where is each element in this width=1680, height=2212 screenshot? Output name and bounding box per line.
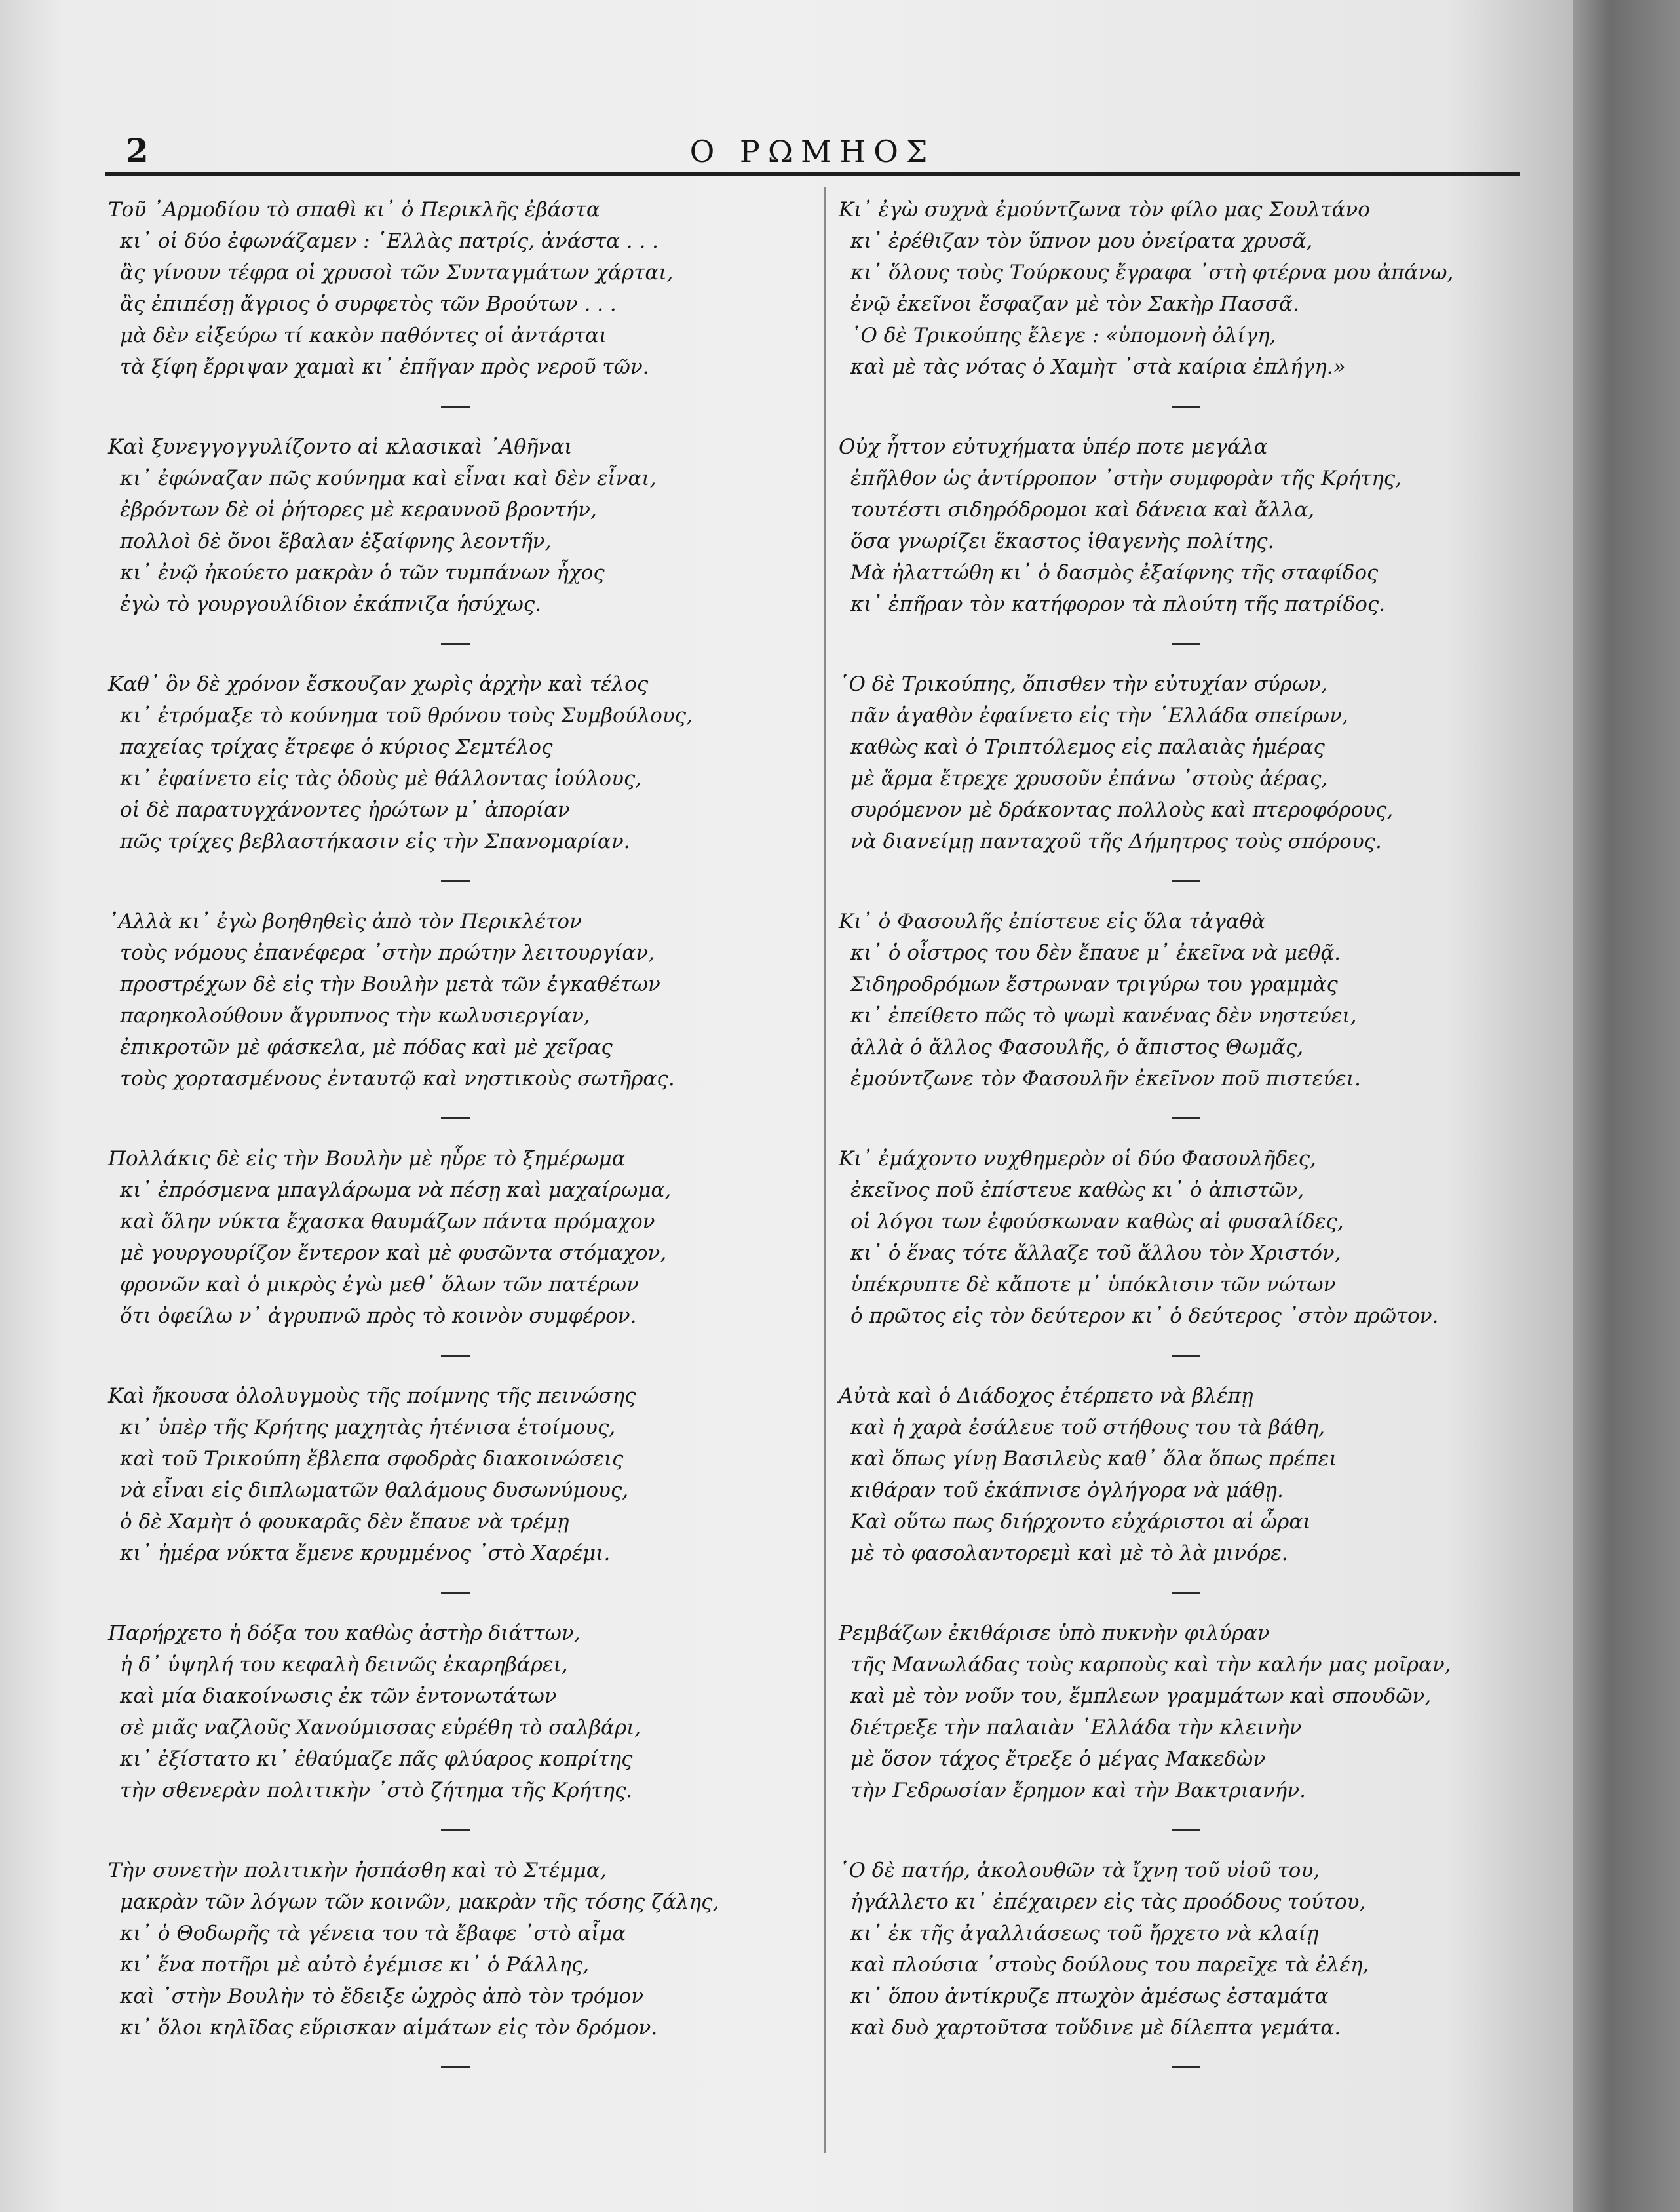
verse-line: ὅσα γνωρίζει ἕκαστος ἰθαγενὴς πολίτης.: [850, 530, 1274, 553]
verse-line: Ρεμβάζων ἐκιθάρισε ὑπὸ πυκνὴν φιλύραν: [839, 1621, 1270, 1645]
verse-line: μὲ ὅσον τάχος ἔτρεξε ὁ μέγας Μακεδὼν: [850, 1747, 1266, 1771]
verse-line: ἀλλὰ ὁ ἄλλος Φασουλῆς, ὁ ἄπιστος Θωμᾶς,: [850, 1036, 1304, 1059]
verse-line: προστρέχων δὲ εἰς τὴν Βουλὴν μετὰ τῶν ἐγκαθέτων: [120, 973, 660, 996]
verse-line: καὶ μία διακοίνωσις ἐκ τῶν ἐντονωτάτων: [120, 1684, 557, 1708]
verse-line: τὰ ξίφη ἔρριψαν χαμαὶ κι᾿ ἐπῆγαν πρὸς νεροῦ τῶν.: [120, 355, 649, 379]
verse-line: καὶ ὅλην νύκτα ἔχασκα θαυμάζων πάντα πρόμαχον: [120, 1210, 655, 1233]
stanza-separator: [108, 1332, 763, 1380]
verse-line: κι᾿ ἐπρόσμενα μπαγλάρωμα νὰ πέσῃ καὶ μαχαίρωμα,: [120, 1178, 672, 1202]
verse-line: καὶ πλούσια ᾿στοὺς δούλους του παρεῖχε τὰ ἐλέη,: [850, 1953, 1369, 1977]
stanza-separator: [839, 383, 1527, 431]
verse-line: καὶ δυὸ χαρτοῦτσα τοὔδινε μὲ δίλεπτα γεμάτα.: [850, 2016, 1341, 2040]
stanza-separator: [839, 1332, 1527, 1380]
page-number: 2: [126, 131, 149, 170]
verse-line: καὶ τοῦ Τρικούπη ἔβλεπα σφοδρὰς διακοινώσεις: [120, 1447, 624, 1471]
stanza-separator: [108, 1806, 763, 1855]
verse-line: τοὺς χορτασμένους ἐνταυτῷ καὶ νηστικοὺς σωτῆρας.: [120, 1067, 675, 1091]
verse-line: Καθ᾿ ὃν δὲ χρόνον ἔσκουζαν χωρὶς ἀρχὴν καὶ τέλος: [108, 672, 649, 696]
header-rule: [105, 172, 1520, 176]
verse-line: ἐκεῖνος ποῦ ἐπίστευε καθὼς κι᾿ ὁ ἀπιστῶν,: [850, 1178, 1305, 1202]
page-header: [105, 131, 1520, 177]
poem-stanza: [108, 1143, 763, 1332]
verse-line: σὲ μιᾶς ναζλοῦς Χανούμισσας εὑρέθη τὸ σαλβάρι,: [120, 1716, 641, 1739]
stanza-separator: [839, 1806, 1527, 1855]
verse-line: Καὶ οὕτω πως διήρχοντο εὐχάριστοι αἱ ὧραι: [850, 1510, 1311, 1534]
stanza-separator: [108, 2044, 763, 2092]
verse-line: φρονῶν καὶ ὁ μικρὸς ἐγὼ μεθ᾿ ὅλων τῶν πατέρων: [120, 1273, 639, 1296]
verse-line: ἂς γίνουν τέφρα οἱ χρυσοὶ τῶν Συνταγμάτων χάρται,: [120, 261, 674, 284]
masthead-title: Ο ΡΩΜΗΟΣ: [689, 134, 936, 169]
verse-line: Τὴν συνετὴν πολιτικὴν ἠσπάσθη καὶ τὸ Στέμμα,: [108, 1859, 607, 1882]
left-column: [108, 194, 763, 2092]
verse-line: Κι᾿ ἐγὼ συχνὰ ἐμούντζωνα τὸν φίλο μας Σουλτάνο: [839, 198, 1370, 222]
verse-line: κι᾿ ἐξίστατο κι᾿ ἐθαύμαζε πᾶς φλύαρος κοπρίτης: [120, 1747, 633, 1771]
verse-line: ῾Ο δὲ πατήρ, ἀκολουθῶν τὰ ἴχνη τοῦ υἱοῦ του,: [839, 1859, 1320, 1882]
verse-line: διέτρεξε τὴν παλαιὰν ῾Ελλάδα τὴν κλεινὴν: [850, 1716, 1302, 1739]
verse-line: Αὐτὰ καὶ ὁ Διάδοχος ἐτέρπετο νὰ βλέπῃ: [839, 1384, 1253, 1408]
verse-line: κι᾿ ἐφαίνετο εἰς τὰς ὁδοὺς μὲ θάλλοντας ἰούλους,: [120, 767, 642, 790]
verse-line: μὲ τὸ φασολαντορεμὶ καὶ μὲ τὸ λὰ μινόρε.: [850, 1542, 1288, 1565]
verse-line: κι᾿ ἐρέθιζαν τὸν ὕπνον μου ὀνείρατα χρυσᾶ,: [850, 229, 1313, 253]
stanza-separator: [108, 1569, 763, 1618]
verse-line: Παρήρχετο ἡ δόξα του καθὼς ἀστὴρ διάττων,: [108, 1621, 581, 1645]
stanza-separator: [839, 857, 1527, 906]
verse-line: ὅτι ὀφείλω ν᾿ ἀγρυπνῶ πρὸς τὸ κοινὸν συμφέρον.: [120, 1304, 637, 1328]
verse-line: κι᾿ ὁ ἕνας τότε ἄλλαζε τοῦ ἄλλου τὸν Χριστόν,: [850, 1241, 1341, 1265]
verse-line: κιθάραν τοῦ ἐκάπνισε ὀγλήγορα νὰ μάθῃ.: [850, 1479, 1284, 1502]
poem-stanza: [839, 431, 1527, 620]
verse-line: ἂς ἐπιπέσῃ ἄγριος ὁ συρφετὸς τῶν Βρούτων . . .: [120, 292, 617, 316]
verse-line: τοὺς νόμους ἐπανέφερα ᾿στὴν πρώτην λειτουργίαν,: [120, 941, 655, 965]
verse-line: ῾Ο δὲ Τρικούπης, ὄπισθεν τὴν εὐτυχίαν σύρων,: [839, 672, 1327, 696]
verse-line: νὰ διανείμῃ πανταχοῦ τῆς Δήμητρος τοὺς σπόρους.: [850, 830, 1382, 853]
poem-stanza: [839, 1855, 1527, 2044]
verse-line: Πολλάκις δὲ εἰς τὴν Βουλὴν μὲ ηὗρε τὸ ξημέρωμα: [108, 1147, 626, 1171]
verse-line: μακρὰν τῶν λόγων τῶν κοινῶν, μακρὰν τῆς τόσης ζάλης,: [120, 1890, 719, 1914]
verse-line: μὲ ἅρμα ἔτρεχε χρυσοῦν ἐπάνω ᾿στοὺς ἀέρας,: [850, 767, 1328, 790]
stanza-separator: [108, 620, 763, 669]
verse-line: πᾶν ἀγαθὸν ἐφαίνετο εἰς τὴν ῾Ελλάδα σπείρων,: [850, 704, 1348, 728]
verse-line: καὶ μὲ τὸν νοῦν του, ἔμπλεων γραμμάτων καὶ σπουδῶν,: [850, 1684, 1432, 1708]
verse-line: κι᾿ ἐφώναζαν πῶς κούνημα καὶ εἶναι καὶ δὲν εἶναι,: [120, 467, 657, 490]
verse-line: τὴν σθενερὰν πολιτικὴν ᾿στὸ ζήτημα τῆς Κρήτης.: [120, 1779, 633, 1802]
verse-line: κι᾿ ὅπου ἀντίκρυζε πτωχὸν ἀμέσως ἐσταμάτα: [850, 1985, 1329, 2008]
poem-stanza: [108, 1618, 763, 1806]
poem-stanza: [108, 431, 763, 620]
verse-line: ἐπῆλθον ὡς ἀντίρροπον ᾿στὴν συμφορὰν τῆς Κρήτης,: [850, 467, 1402, 490]
verse-line: πολλοὶ δὲ ὄνοι ἔβαλαν ἐξαίφνης λεοντῆν,: [120, 530, 552, 553]
page-edge-shadow: [1573, 0, 1680, 2212]
verse-line: κι᾿ ὁ Θοδωρῆς τὰ γένεια του τὰ ἔβαφε ᾿στὸ αἷμα: [120, 1922, 626, 1945]
verse-line: κι᾿ ὅλους τοὺς Τούρκους ἔγραφα ᾿στὴ φτέρνα μου ἀπάνω,: [850, 261, 1454, 284]
verse-line: κι᾿ ὑπὲρ τῆς Κρήτης μαχητὰς ἠτένισα ἑτοίμους,: [120, 1416, 616, 1439]
poem-stanza: [839, 906, 1527, 1095]
verse-line: Οὐχ ἧττον εὐτυχήματα ὑπέρ ποτε μεγάλα: [839, 435, 1268, 459]
verse-line: ἐβρόντων δὲ οἱ ῥήτορες μὲ κεραυνοῦ βροντήν,: [120, 498, 597, 522]
verse-line: νὰ εἶναι εἰς διπλωματῶν θαλάμους δυσωνύμους,: [120, 1479, 629, 1502]
verse-line: καὶ ὅπως γίνῃ Βασιλεὺς καθ᾿ ὅλα ὅπως πρέπει: [850, 1447, 1337, 1471]
verse-line: κι᾿ ἐκ τῆς ἀγαλλιάσεως τοῦ ἤρχετο νὰ κλαίῃ: [850, 1922, 1319, 1945]
verse-line: κι᾿ ἡμέρα νύκτα ἔμενε κρυμμένος ᾿στὸ Χαρέμι.: [120, 1542, 611, 1565]
verse-line: παχείας τρίχας ἔτρεφε ὁ κύριος Σεμτέλος: [120, 735, 553, 759]
verse-line: Κι᾿ ἐμάχοντο νυχθημερὸν οἱ δύο Φασουλῆδες,: [839, 1147, 1316, 1171]
verse-line: ὁ πρῶτος εἰς τὸν δεύτερον κι᾿ ὁ δεύτερος ᾿στὸν πρῶτον.: [850, 1304, 1439, 1328]
verse-line: ὁ δὲ Χαμὴτ ὁ φουκαρᾶς δὲν ἔπαυε νὰ τρέμῃ: [120, 1510, 569, 1534]
verse-line: μὰ δὲν εἰξεύρω τί κακὸν παθόντες οἱ ἀντάρται: [120, 324, 607, 347]
verse-line: παρηκολούθουν ἄγρυπνος τὴν κωλυσιεργίαν,: [120, 1004, 590, 1028]
poem-stanza: [108, 906, 763, 1095]
verse-line: τὴν Γεδρωσίαν ἔρημον καὶ τὴν Βακτριανήν.: [850, 1779, 1306, 1802]
poem-stanza: [108, 1855, 763, 2044]
verse-line: κι᾿ ἕνα ποτῆρι μὲ αὐτὸ ἐγέμισε κι᾿ ὁ Ράλλης,: [120, 1953, 590, 1977]
stanza-separator: [108, 857, 763, 906]
poem-stanza: [839, 1618, 1527, 1806]
verse-line: Καὶ ξυνεγγογγυλίζοντο αἱ κλασικαὶ ᾿Αθῆναι: [108, 435, 573, 459]
stanza-separator: [839, 1569, 1527, 1618]
verse-line: Μὰ ἠλαττώθη κι᾿ ὁ δασμὸς ἐξαίφνης τῆς σταφίδος: [850, 561, 1379, 585]
verse-line: ὑπέκρυπτε δὲ κἄποτε μ᾿ ὑπόκλισιν τῶν νώτων: [850, 1273, 1336, 1296]
right-column: [839, 194, 1527, 2092]
verse-line: τουτέστι σιδηρόδρομοι καὶ δάνεια καὶ ἄλλα,: [850, 498, 1315, 522]
verse-line: καὶ μὲ τὰς νότας ὁ Χαμὴτ ᾿στὰ καίρια ἐπλήγη.»: [850, 355, 1346, 379]
verse-line: κι᾿ ἐπείθετο πῶς τὸ ψωμὶ κανένας δὲν νηστεύει,: [850, 1004, 1357, 1028]
verse-line: τῆς Μανωλάδας τοὺς καρποὺς καὶ τὴν καλήν μας μοῖραν,: [850, 1653, 1451, 1677]
stanza-separator: [108, 383, 763, 431]
column-divider: [824, 187, 826, 2153]
verse-line: Σιδηροδρόμων ἔστρωναν τριγύρω του γραμμὰς: [850, 973, 1338, 996]
verse-line: Κι᾿ ὁ Φασουλῆς ἐπίστευε εἰς ὅλα τἀγαθὰ: [839, 910, 1266, 933]
verse-line: ἐγὼ τὸ γουργουλίδιον ἐκάπνιζα ἡσύχως.: [120, 592, 541, 616]
verse-line: καὶ ἡ χαρὰ ἐσάλευε τοῦ στήθους του τὰ βάθη,: [850, 1416, 1325, 1439]
verse-line: Τοῦ ᾿Αρμοδίου τὸ σπαθὶ κι᾿ ὁ Περικλῆς ἐβάστα: [108, 198, 600, 222]
verse-line: καθὼς καὶ ὁ Τριπτόλεμος εἰς παλαιὰς ἡμέρας: [850, 735, 1325, 759]
verse-line: κι᾿ ὁ οἶστρος του δὲν ἔπαυε μ᾿ ἐκεῖνα νὰ μεθᾷ.: [850, 941, 1341, 965]
verse-line: οἱ δὲ παρατυγχάνοντες ἠρώτων μ᾿ ἀπορίαν: [120, 798, 570, 822]
verse-line: Καὶ ἤκουσα ὀλολυγμοὺς τῆς ποίμνης τῆς πεινώσης: [108, 1384, 636, 1408]
poem-stanza: [839, 1143, 1527, 1332]
verse-line: συρόμενον μὲ δράκοντας πολλοὺς καὶ πτεροφόρους,: [850, 798, 1394, 822]
verse-line: ἡ δ᾿ ὑψηλή του κεφαλὴ δεινῶς ἐκαρηβάρει,: [120, 1653, 568, 1677]
poem-stanza: [839, 194, 1527, 383]
verse-line: κι᾿ ὅλοι κηλῖδας εὕρισκαν αἱμάτων εἰς τὸν δρόμον.: [120, 2016, 658, 2040]
verse-line: κι᾿ ἐνῷ ἠκούετο μακρὰν ὁ τῶν τυμπάνων ἦχος: [120, 561, 605, 585]
verse-line: ἐνῷ ἐκεῖνοι ἔσφαζαν μὲ τὸν Σακὴρ Πασσᾶ.: [850, 292, 1299, 316]
verse-line: ῾Ο δὲ Τρικούπης ἔλεγε : «ὑπομονὴ ὀλίγη,: [850, 324, 1276, 347]
stanza-separator: [108, 1095, 763, 1143]
verse-line: κι᾿ ἐπῆραν τὸν κατήφορον τὰ πλούτη τῆς πατρίδος.: [850, 592, 1386, 616]
poem-stanza: [108, 194, 763, 383]
verse-line: ἐπικροτῶν μὲ φάσκελα, μὲ πόδας καὶ μὲ χεῖρας: [120, 1036, 613, 1059]
verse-line: κι᾿ ἐτρόμαξε τὸ κούνημα τοῦ θρόνου τοὺς Συμβούλους,: [120, 704, 693, 728]
verse-line: μὲ γουργουρίζον ἔντερον καὶ μὲ φυσῶντα στόμαχον,: [120, 1241, 667, 1265]
stanza-separator: [839, 1095, 1527, 1143]
stanza-separator: [839, 620, 1527, 669]
verse-line: κι᾿ οἱ δύο ἐφωνάζαμεν : ῾Ελλὰς πατρίς, ἀνάστα . . .: [120, 229, 659, 253]
poem-stanza: [108, 1380, 763, 1569]
verse-line: καὶ ᾿στὴν Βουλὴν τὸ ἔδειξε ὠχρὸς ἀπὸ τὸν τρόμον: [120, 1985, 644, 2008]
verse-line: οἱ λόγοι των ἐφούσκωναν καθὼς αἱ φυσαλίδες,: [850, 1210, 1344, 1233]
poem-stanza: [108, 669, 763, 857]
verse-line: ἠγάλλετο κι᾿ ἐπέχαιρεν εἰς τὰς προόδους τούτου,: [850, 1890, 1366, 1914]
stanza-separator: [839, 2044, 1527, 2092]
verse-line: ἐμούντζωνε τὸν Φασουλῆν ἐκεῖνον ποῦ πιστεύει.: [850, 1067, 1361, 1091]
verse-line: ᾿Αλλὰ κι᾿ ἐγὼ βοηθηθεὶς ἀπὸ τὸν Περικλέτον: [108, 910, 582, 933]
poem-stanza: [839, 1380, 1527, 1569]
verse-line: πῶς τρίχες βεβλαστήκασιν εἰς τὴν Σπανομαρίαν.: [120, 830, 630, 853]
poem-stanza: [839, 669, 1527, 857]
